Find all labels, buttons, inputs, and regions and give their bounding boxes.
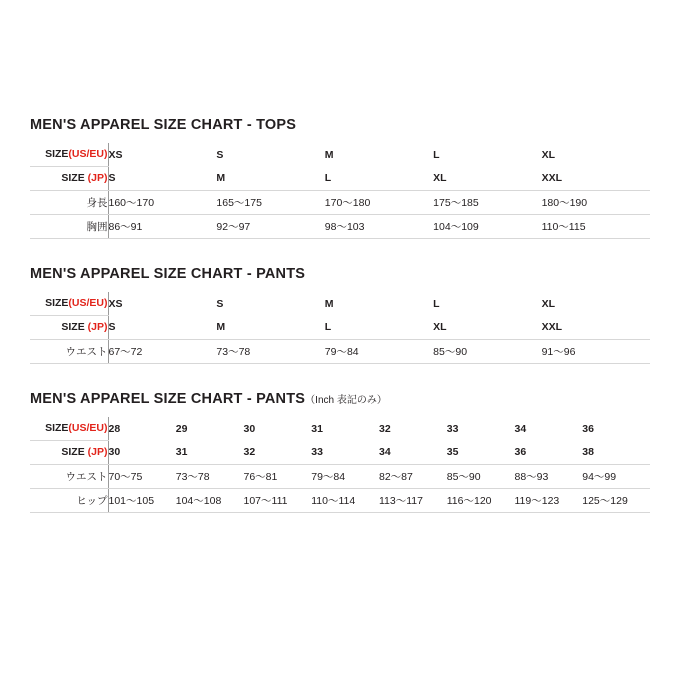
cell-jp: 31 <box>176 440 244 464</box>
cell-jp: 38 <box>582 440 650 464</box>
cell-us-eu: L <box>433 148 440 161</box>
cell-jp: XXL <box>542 166 650 190</box>
row-label-measure: ヒップ <box>30 488 108 512</box>
size-chart-block-pants-inch <box>30 392 650 513</box>
cell-measure: 92～97 <box>216 214 324 238</box>
cell-us-eu: S <box>216 297 224 310</box>
cell-us-eu: 34 <box>514 422 527 435</box>
cell-jp: L <box>325 315 433 339</box>
cell-jp: XL <box>433 315 541 339</box>
table-pants-cm <box>30 292 650 364</box>
cell-measure: 119～123 <box>515 488 583 512</box>
tag-us-eu: (US/EU) <box>68 422 108 435</box>
cell-us-eu: 36 <box>582 422 594 435</box>
cell-us-eu: XL <box>541 148 555 161</box>
cell-measure: 125～129 <box>582 488 650 512</box>
cell-jp: S <box>108 166 216 190</box>
cell-measure: 160～170 <box>108 190 216 214</box>
cell-measure: 79～84 <box>325 339 433 363</box>
row-label-size-jp: SIZE (JP) <box>30 315 108 339</box>
row-label-measure: ウエスト <box>30 464 108 488</box>
tag-us-eu: (US/EU) <box>68 148 108 161</box>
cell-measure: 70～75 <box>108 464 176 488</box>
page-title-pants-cm <box>30 267 650 283</box>
chart-title-text-pants-cm: MEN'S APPAREL SIZE CHART - PANTS <box>30 265 306 282</box>
cell-measure: 73～78 <box>216 339 324 363</box>
table-tops <box>30 143 650 239</box>
table-row <box>30 143 650 167</box>
cell-jp: 36 <box>515 440 583 464</box>
cell-us-eu: 33 <box>446 422 459 435</box>
cell-jp: XL <box>433 166 541 190</box>
cell-measure: 85～90 <box>447 464 515 488</box>
cell-us-eu: XS <box>108 148 123 161</box>
tag-jp: (JP) <box>87 172 108 185</box>
table-row <box>30 315 650 339</box>
cell-measure: 165～175 <box>216 190 324 214</box>
cell-us-eu: M <box>324 148 334 161</box>
cell-measure: 110～115 <box>542 214 650 238</box>
cell-us-eu: 30 <box>243 422 256 435</box>
cell-jp: L <box>325 166 433 190</box>
cell-us-eu: XL <box>541 297 555 310</box>
cell-measure: 175～185 <box>433 190 541 214</box>
cell-measure: 82～87 <box>379 464 447 488</box>
size-chart-block-tops <box>30 118 650 239</box>
cell-jp: 34 <box>379 440 447 464</box>
cell-jp: M <box>216 315 324 339</box>
cell-us-eu: 29 <box>175 422 188 435</box>
cell-us-eu: S <box>216 148 224 161</box>
table-row <box>30 190 650 214</box>
cell-measure: 116～120 <box>447 488 515 512</box>
cell-measure: 98～103 <box>325 214 433 238</box>
chart-title-text-tops: MEN'S APPAREL SIZE CHART - TOPS <box>30 117 297 133</box>
cell-measure: 94～99 <box>582 464 650 488</box>
row-label-measure: 胸囲 <box>30 214 108 238</box>
cell-us-eu: 32 <box>379 422 391 435</box>
cell-jp: XXL <box>542 315 650 339</box>
cell-measure: 76～81 <box>244 464 312 488</box>
size-chart-block-pants-cm <box>30 267 650 364</box>
row-label-size-us-eu: SIZE(US/EU) <box>30 292 108 316</box>
table-pants-inch <box>30 417 650 513</box>
row-label-measure: 身長 <box>30 190 108 214</box>
table-row <box>30 417 650 441</box>
cell-measure: 85～90 <box>433 339 541 363</box>
cell-measure: 86～91 <box>108 214 216 238</box>
cell-measure: 170～180 <box>325 190 433 214</box>
cell-us-eu: 31 <box>311 422 323 435</box>
tag-us-eu: (US/EU) <box>68 297 108 310</box>
cell-measure: 73～78 <box>176 464 244 488</box>
cell-jp: 35 <box>447 440 515 464</box>
row-label-measure: ウエスト <box>30 339 108 363</box>
table-row <box>30 464 650 488</box>
cell-us-eu: M <box>324 297 334 310</box>
cell-measure: 107～111 <box>244 488 312 512</box>
page-title-pants-inch <box>30 392 650 408</box>
cell-measure: 180～190 <box>542 190 650 214</box>
table-row <box>30 488 650 512</box>
cell-measure: 113～117 <box>379 488 447 512</box>
cell-jp: 33 <box>311 440 379 464</box>
row-label-size-jp: SIZE (JP) <box>30 440 108 464</box>
cell-jp: 30 <box>108 440 176 464</box>
cell-measure: 91～96 <box>542 339 650 363</box>
tag-jp: (JP) <box>87 446 108 459</box>
row-label-size-us-eu: SIZE(US/EU) <box>30 417 108 441</box>
cell-jp: 32 <box>244 440 312 464</box>
cell-measure: 101～105 <box>108 488 176 512</box>
page-title-tops <box>30 118 650 134</box>
cell-us-eu: XS <box>108 297 123 310</box>
row-label-size-jp: SIZE (JP) <box>30 166 108 190</box>
cell-measure: 104～108 <box>176 488 244 512</box>
table-row <box>30 214 650 238</box>
cell-us-eu: L <box>433 297 440 310</box>
cell-measure: 104～109 <box>433 214 541 238</box>
cell-us-eu: 28 <box>108 422 121 435</box>
row-label-size-us-eu: SIZE(US/EU) <box>30 143 108 167</box>
cell-measure: 88～93 <box>515 464 583 488</box>
cell-jp: M <box>216 166 324 190</box>
table-row <box>30 440 650 464</box>
cell-jp: S <box>108 315 216 339</box>
table-row <box>30 166 650 190</box>
tag-jp: (JP) <box>87 321 108 334</box>
chart-title-suffix-pants-inch: （Inch 表記のみ） <box>305 394 387 406</box>
cell-measure: 79～84 <box>311 464 379 488</box>
table-row <box>30 292 650 316</box>
chart-title-text-pants-inch: MEN'S APPAREL SIZE CHART - PANTS <box>30 390 306 407</box>
table-row <box>30 339 650 363</box>
cell-measure: 110～114 <box>311 488 379 512</box>
cell-measure: 67～72 <box>108 339 216 363</box>
